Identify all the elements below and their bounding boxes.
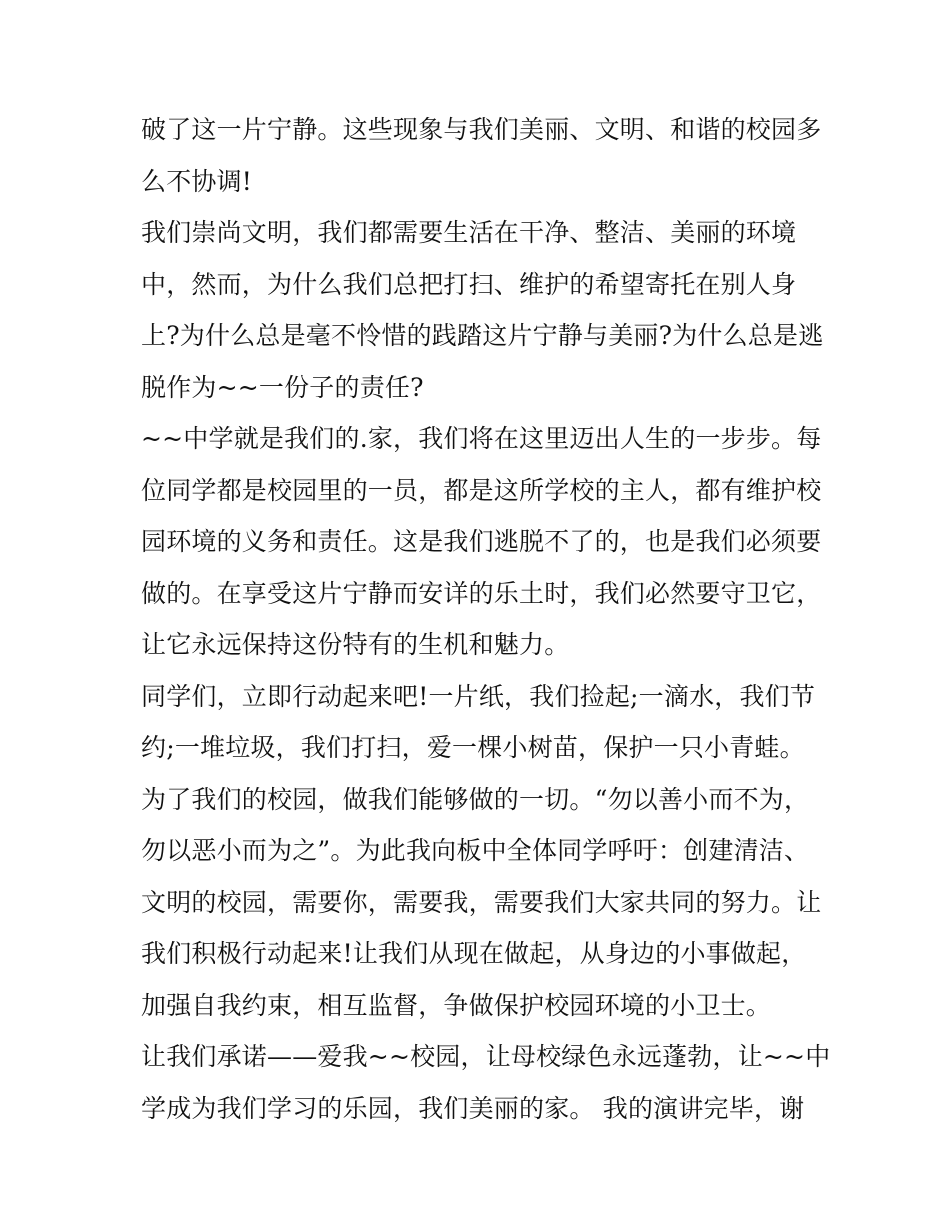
speech-text-body [141,104,831,1134]
text-line-11: 让它永远保持这份特有的生机和魅力。 [141,630,570,659]
text-line-20: 学成为我们学习的乐园，我们美丽的家。 我的演讲完毕，谢 [141,1093,805,1123]
text-line-17: 我们积极行动起来!让我们从现在做起，从身边的小事做起， [141,939,807,968]
text-line-7: ~~中学就是我们的.家，我们将在这里迈出人生的一步步。每 [141,424,822,453]
text-line-16: 文明的校园，需要你，需要我，需要我们大家共同的努力。让 [141,887,822,917]
text-line-6: 脱作为~~一份子的责任? [141,372,424,402]
text-line-15: 勿以恶小而为之”。为此我向板中全体同学呼吁：创建清洁、 [141,836,810,865]
text-line-19: 让我们承诺——爱我~~校园，让母校绿色永远蓬勃，让~~中 [141,1042,831,1071]
text-line-14: 为了我们的校园，做我们能够做的一切。“勿以善小而不为， [141,784,810,814]
text-line-9: 园环境的义务和责任。这是我们逃脱不了的，也是我们必须要 [141,527,822,556]
text-line-2: 么不协调! [141,166,253,196]
text-line-1: 破了这一片宁静。这些现象与我们美丽、文明、和谐的校园多 [141,115,822,144]
text-line-18: 加强自我约束，相互监督，争做保护校园环境的小卫士。 [141,990,772,1020]
text-line-3: 我们崇尚文明，我们都需要生活在干净、整洁、美丽的环境 [141,218,797,247]
text-line-8: 位同学都是校园里的一员，都是这所学校的主人，都有维护校 [141,475,822,505]
text-line-12: 同学们，立即行动起来吧!一片纸，我们捡起;一滴水，我们节 [141,681,816,711]
text-line-5: 上?为什么总是毫不怜惜的践踏这片宁静与美丽?为什么总是逃 [141,321,824,350]
text-line-10: 做的。在享受这片宁静而安详的乐土时，我们必然要守卫它， [141,578,822,608]
text-line-4: 中，然而，为什么我们总把打扫、维护的希望寄托在别人身 [141,269,797,299]
text-line-13: 约;一堆垃圾，我们打扫，爱一棵小树苗，保护一只小青蛙。 [141,733,805,762]
